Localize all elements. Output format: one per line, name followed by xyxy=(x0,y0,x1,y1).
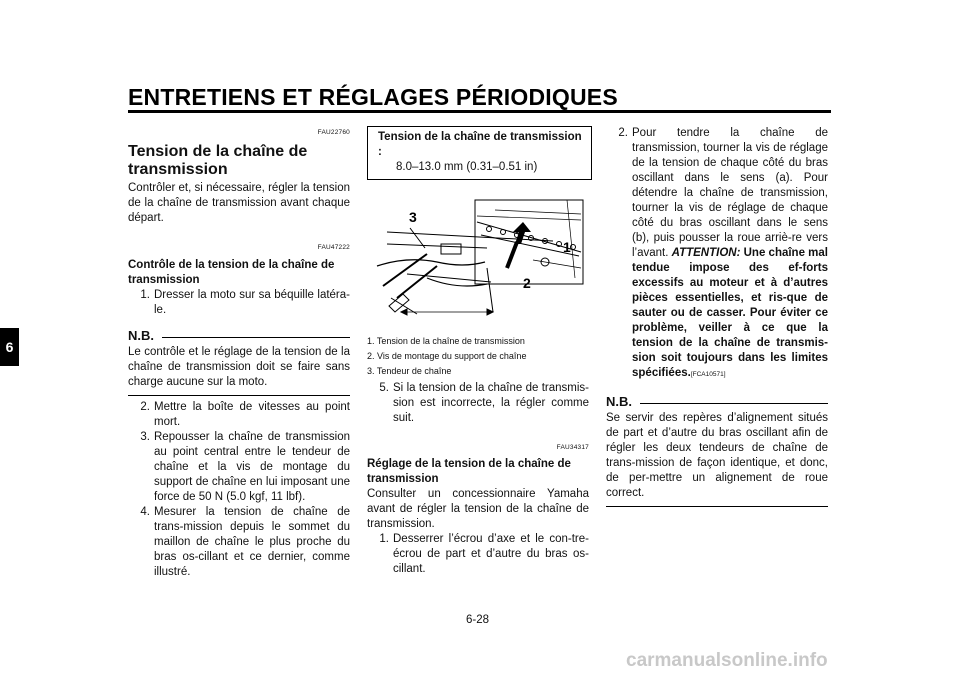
note-end-rule xyxy=(128,395,350,396)
watermark: carmanualsonline.info xyxy=(626,650,828,671)
callout-3: 3 xyxy=(409,209,417,225)
step-item xyxy=(606,126,828,382)
step-body xyxy=(632,126,828,382)
legend-item: 1. Tension de la chaîne de transmission xyxy=(367,336,525,346)
step-number: 3. xyxy=(140,431,150,443)
note-header xyxy=(606,394,828,409)
note-rule xyxy=(162,337,350,338)
note-end-rule xyxy=(606,506,828,507)
page-header-title: ENTRETIENS ET RÉGLAGES PÉRIODIQUES xyxy=(128,84,618,110)
note-label: N.B. xyxy=(606,394,632,409)
spec-value: 8.0–13.0 mm (0.31–0.51 in) xyxy=(396,161,538,173)
section-title: Tension de la chaîne de transmission xyxy=(128,143,308,178)
step-text: Mettre la boîte de vitesses au point mort. xyxy=(154,401,350,428)
section-intro: Contrôler et, si nécessaire, régler la tension de la chaîne de transmission avant chaque départ. xyxy=(128,182,350,224)
callout-2: 2 xyxy=(523,275,531,291)
step-number: 1. xyxy=(140,289,150,301)
step-text: Repousser la chaîne de transmission au point central entre le tendeur de chaîne et la vis de montage du support de chaîne en lui imposant une force de 50 N (5.0 kgf, 11 lbf). xyxy=(154,431,350,503)
step-text: Mesurer la tension de chaîne de trans-mission depuis le sommet du maillon de chaîne le plus proche du bras os-cillant et ce dernier, comme illustré. xyxy=(154,506,350,578)
callout-1: 1 xyxy=(563,239,571,255)
chain-illustration xyxy=(377,228,553,315)
legend-item: 2. Vis de montage du support de chaîne xyxy=(367,351,527,361)
chain-diagram xyxy=(367,186,589,336)
step-item xyxy=(367,381,589,426)
step-text: Desserrer l’écrou d’axe et le con-tre-écrou de part et d’autre du bras os-cillant. xyxy=(393,533,589,575)
step-item xyxy=(367,532,589,577)
note-header xyxy=(128,328,350,343)
attention-code: [FCA10571] xyxy=(690,371,726,378)
spec-box xyxy=(367,126,592,180)
legend-item: 3. Tendeur de chaîne xyxy=(367,366,452,376)
step-text: Si la tension de la chaîne de transmis-sion est incorrecte, la régler comme suit. xyxy=(393,382,589,424)
step-text: Pour tendre la chaîne de transmission, tourner la vis de réglage de la tension de chaque côté du bras oscillant dans le sens (a). Pour détendre la chaîne de transmission, tourner la vis de réglage de chaque côté du bras oscillant dans le sens (b), puis pousser la roue arriè-re vers l’avant. xyxy=(632,127,828,259)
reference-code: FAU22760 xyxy=(317,129,350,136)
column-middle xyxy=(367,126,589,577)
step-number: 2. xyxy=(140,401,150,413)
section-intro: Consulter un concessionnaire Yamaha avant de régler la tension de la chaîne de transmission. xyxy=(367,488,589,530)
step-list xyxy=(128,400,350,580)
step-text: Dresser la moto sur sa béquille latéra-le. xyxy=(154,289,350,316)
step-item xyxy=(128,505,350,580)
step-item xyxy=(128,400,350,430)
chapter-tab: 6 xyxy=(0,328,19,366)
figure-legend xyxy=(367,334,589,379)
column-left xyxy=(128,125,350,580)
note-text: Le contrôle et le réglage de la tension de la chaîne de transmission doit se faire sans charge aucune sur la moto. xyxy=(128,346,350,388)
attention-text: Une chaîne mal tendue impose des ef-forts excessifs au moteur et à d’autres pièces essentielles, et ris-que de sauter ou de casser. Pour éviter ce problème, veiller à ce que la tension de la chaîne de transmis-sion soit toujours dans les limites spécifiées. xyxy=(632,247,828,379)
header-rule xyxy=(128,110,831,113)
note-rule xyxy=(640,403,828,404)
step-item xyxy=(128,430,350,505)
step-number: 2. xyxy=(618,127,628,139)
note-label: N.B. xyxy=(128,328,154,343)
note-text: Se servir des repères d’alignement situés de part et d’autre du bras oscillant afin de régler les deux tendeurs de chaîne de trans-mission de façon identique, et donc, de per-mettre un alignement de roue correct. xyxy=(606,412,828,499)
step-number: 4. xyxy=(140,506,150,518)
page-number: 6-28 xyxy=(466,614,490,626)
attention-label: ATTENTION: xyxy=(671,247,741,259)
step-number: 5. xyxy=(379,382,389,394)
step-item xyxy=(128,288,350,318)
step-number: 1. xyxy=(379,533,389,545)
subsection-title: Contrôle de la tension de la chaîne de transmission xyxy=(128,259,335,286)
column-right xyxy=(606,126,828,507)
spec-title: Tension de la chaîne de transmission : xyxy=(378,131,582,158)
reference-code: FAU34317 xyxy=(556,444,589,451)
subsection-title: Réglage de la tension de la chaîne de transmission xyxy=(367,458,571,485)
reference-code: FAU47222 xyxy=(317,244,350,251)
